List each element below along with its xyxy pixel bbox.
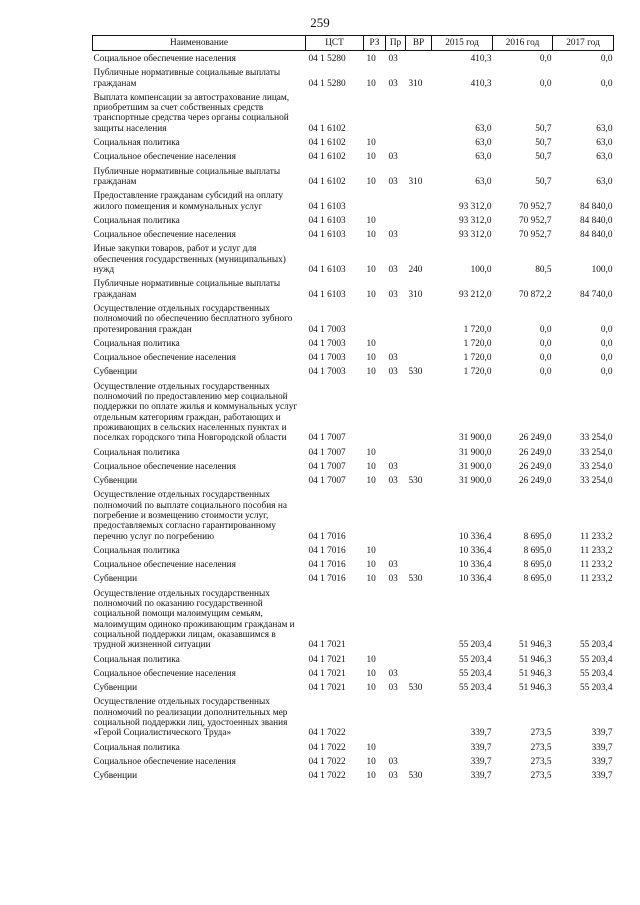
cell-cst: 04 1 7021 — [308, 654, 346, 665]
cell-2016: 273,5 — [530, 728, 552, 739]
cell-2017: 0,0 — [600, 324, 613, 335]
table-row — [93, 740, 614, 754]
cell-2017: 84 840,0 — [579, 215, 613, 226]
cell-rz: 10 — [366, 54, 376, 64]
budget-table — [92, 35, 614, 783]
cell-2017: 11 233,2 — [580, 560, 613, 571]
cell-name: Социальное обеспечение населения — [93, 230, 236, 241]
cell-name: Публичные нормативные социальные выплаты гражданам — [93, 68, 281, 89]
cell-2017: 63,0 — [596, 123, 613, 134]
cell-name: Публичные нормативные социальные выплаты гражданам — [93, 279, 281, 300]
cell-2015: 1 720,0 — [463, 367, 492, 378]
cell-2017: 0,0 — [600, 78, 613, 89]
cell-2015: 55 203,4 — [458, 640, 492, 651]
cell-name: Социальная политика — [93, 138, 180, 149]
cell-2015: 100,0 — [470, 265, 492, 276]
cell-2016: 50,7 — [535, 152, 552, 163]
cell-vr: 530 — [408, 476, 423, 487]
cell-name: Иные закупки товаров, работ и услуг для обеспечения государственных (муниципальных) нужд — [93, 244, 286, 276]
cell-rz: 10 — [366, 215, 376, 226]
cell-vr — [406, 754, 432, 768]
table-row — [93, 350, 614, 364]
cell-rz: 10 — [366, 447, 376, 458]
cell-2016: 51 946,3 — [518, 640, 552, 651]
cell-2016: 26 249,0 — [518, 447, 552, 458]
cell-2016: 8 695,0 — [523, 545, 552, 556]
cell-name: Субвенции — [93, 683, 138, 694]
cell-name: Социальное обеспечение населения — [93, 461, 236, 472]
cell-cst: 04 1 7016 — [308, 574, 346, 585]
table-row — [93, 768, 614, 782]
cell-vr: 530 — [408, 771, 423, 782]
cell-vr — [406, 740, 432, 754]
cell-pr — [386, 487, 406, 542]
table-row — [93, 51, 614, 66]
cell-2017: 0,0 — [600, 54, 613, 64]
cell-name: Выплата компенсации за автострахование лицам, приобретшим за счет собственных средств транспортные средства через органы социальной защиты населения — [93, 92, 290, 134]
cell-cst: 04 1 7022 — [308, 728, 346, 739]
cell-2015: 63,0 — [475, 123, 492, 134]
cell-vr — [406, 666, 432, 680]
cell-2015: 339,7 — [470, 742, 492, 753]
cell-cst: 04 1 7022 — [308, 771, 346, 782]
cell-name: Социальное обеспечение населения — [93, 668, 236, 679]
cell-vr: 310 — [408, 176, 423, 187]
cell-2017: 63,0 — [596, 176, 613, 187]
cell-2015: 93 312,0 — [458, 201, 492, 212]
cell-vr — [406, 90, 432, 135]
cell-2016: 0,0 — [539, 78, 552, 89]
cell-2017: 33 254,0 — [579, 461, 613, 472]
cell-cst: 04 1 7022 — [308, 756, 346, 767]
cell-2017: 339,7 — [591, 756, 613, 767]
cell-name: Социальное обеспечение населения — [93, 353, 236, 364]
cell-name: Предоставление гражданам субсидий на оплату жилого помещения и коммунальных услуг — [93, 191, 284, 212]
cell-rz: 10 — [366, 138, 376, 149]
cell-2016: 70 952,7 — [518, 230, 552, 241]
header-2016: 2016 год — [493, 36, 553, 51]
cell-cst: 04 1 7003 — [308, 353, 346, 364]
table-row — [93, 90, 614, 135]
cell-pr — [386, 90, 406, 135]
cell-2016: 50,7 — [535, 138, 552, 149]
cell-rz: 10 — [366, 367, 376, 378]
cell-2016: 51 946,3 — [518, 654, 552, 665]
cell-vr: 310 — [408, 78, 423, 89]
cell-2015: 1 720,0 — [463, 338, 492, 349]
cell-2015: 410,3 — [470, 78, 492, 89]
cell-2016: 26 249,0 — [518, 476, 552, 487]
cell-vr: 530 — [408, 367, 423, 378]
cell-name: Социальная политика — [93, 545, 180, 556]
cell-vr — [406, 336, 432, 350]
cell-rz: 10 — [366, 742, 376, 753]
cell-rz: 10 — [366, 289, 376, 300]
cell-rz: 10 — [366, 353, 376, 364]
cell-pr — [386, 135, 406, 149]
cell-cst: 04 1 7003 — [308, 338, 346, 349]
table-row — [93, 586, 614, 652]
cell-2017: 11 233,2 — [580, 574, 613, 585]
cell-2017: 100,0 — [591, 265, 613, 276]
cell-cst: 04 1 5280 — [308, 78, 346, 89]
cell-rz: 10 — [366, 338, 376, 349]
cell-pr — [386, 586, 406, 652]
table-row — [93, 557, 614, 571]
cell-2016: 8 695,0 — [523, 574, 552, 585]
cell-pr: 03 — [388, 353, 398, 364]
cell-pr: 03 — [388, 461, 398, 472]
cell-vr — [406, 652, 432, 666]
cell-name: Социальная политика — [93, 447, 180, 458]
cell-2016: 273,5 — [530, 771, 552, 782]
table-row — [93, 473, 614, 487]
cell-rz — [364, 90, 386, 135]
cell-name: Субвенции — [93, 367, 138, 378]
cell-pr — [386, 740, 406, 754]
cell-vr — [406, 543, 432, 557]
cell-2016: 70 952,7 — [518, 215, 552, 226]
cell-pr: 03 — [388, 265, 398, 276]
table-row — [93, 459, 614, 473]
cell-2015: 1 720,0 — [463, 353, 492, 364]
cell-cst: 04 1 6102 — [308, 123, 346, 134]
table-row — [93, 65, 614, 90]
cell-cst: 04 1 7016 — [308, 531, 346, 542]
cell-2015: 31 900,0 — [458, 433, 492, 444]
cell-pr: 03 — [388, 683, 398, 694]
cell-2015: 10 336,4 — [458, 560, 492, 571]
cell-rz: 10 — [366, 654, 376, 665]
cell-cst: 04 1 7007 — [308, 461, 346, 472]
cell-2017: 55 203,4 — [579, 683, 613, 694]
cell-2016: 70 952,7 — [518, 201, 552, 212]
cell-pr: 03 — [388, 574, 398, 585]
cell-rz: 10 — [366, 152, 376, 163]
cell-2017: 0,0 — [600, 338, 613, 349]
table-row — [93, 487, 614, 542]
cell-pr: 03 — [388, 54, 398, 64]
cell-cst: 04 1 6102 — [308, 176, 346, 187]
table-row — [93, 227, 614, 241]
table-row — [93, 694, 614, 739]
cell-pr — [386, 694, 406, 739]
cell-vr — [406, 213, 432, 227]
cell-2015: 31 900,0 — [458, 476, 492, 487]
cell-cst: 04 1 6103 — [308, 215, 346, 226]
cell-pr: 03 — [388, 289, 398, 300]
cell-pr — [386, 336, 406, 350]
table-row — [93, 336, 614, 350]
cell-name: Социальная политика — [93, 742, 180, 753]
header-rz: РЗ — [364, 36, 386, 51]
header-2017: 2017 год — [553, 36, 614, 51]
cell-2015: 55 203,4 — [458, 654, 492, 665]
table-row — [93, 543, 614, 557]
cell-2017: 339,7 — [591, 771, 613, 782]
table-row — [93, 680, 614, 694]
cell-2015: 339,7 — [470, 771, 492, 782]
cell-cst: 04 1 5280 — [308, 54, 346, 64]
cell-name: Социальное обеспечение населения — [93, 756, 236, 767]
cell-rz: 10 — [366, 771, 376, 782]
cell-2016: 70 872,2 — [518, 289, 552, 300]
table-row — [93, 149, 614, 163]
cell-rz — [364, 487, 386, 542]
cell-2017: 33 254,0 — [579, 476, 613, 487]
table-row — [93, 754, 614, 768]
cell-pr: 03 — [388, 771, 398, 782]
cell-2015: 55 203,4 — [458, 668, 492, 679]
cell-2016: 50,7 — [535, 123, 552, 134]
cell-vr — [406, 135, 432, 149]
header-name: Наименование — [93, 36, 306, 51]
table-row — [93, 666, 614, 680]
cell-rz: 10 — [366, 545, 376, 556]
cell-2015: 31 900,0 — [458, 461, 492, 472]
cell-2015: 93 312,0 — [458, 230, 492, 241]
header-vr: ВР — [406, 36, 432, 51]
cell-cst: 04 1 7021 — [308, 683, 346, 694]
cell-rz — [364, 379, 386, 445]
cell-rz — [364, 586, 386, 652]
cell-2015: 10 336,4 — [458, 545, 492, 556]
page-number: 259 — [310, 15, 330, 30]
cell-pr: 03 — [388, 367, 398, 378]
cell-2015: 339,7 — [470, 728, 492, 739]
cell-name: Субвенции — [93, 476, 138, 487]
table-row — [93, 445, 614, 459]
cell-cst: 04 1 7022 — [308, 742, 346, 753]
cell-cst: 04 1 6102 — [308, 138, 346, 149]
cell-2017: 55 203,4 — [579, 640, 613, 651]
cell-name: Осуществление отдельных государственных полномочий по оказанию государственной социальной помощи малоимущим семьям, малоимущим одиноко проживающим гражданам и социальной поддержки лицам, оказавшимся в трудной жизненной ситуации — [93, 588, 295, 651]
cell-pr — [386, 543, 406, 557]
cell-vr — [406, 350, 432, 364]
cell-2016: 26 249,0 — [518, 433, 552, 444]
cell-2017: 0,0 — [600, 353, 613, 364]
cell-2017: 11 233,2 — [580, 545, 613, 556]
cell-vr — [406, 459, 432, 473]
table-row — [93, 364, 614, 378]
table-row — [93, 188, 614, 213]
table-header-row — [93, 36, 614, 51]
cell-cst: 04 1 7007 — [308, 447, 346, 458]
cell-2017: 33 254,0 — [579, 447, 613, 458]
cell-rz: 10 — [366, 560, 376, 571]
cell-name: Осуществление отдельных государственных полномочий по выплате социального пособия на погребение и возмещению стоимости услуг, предоставляемых согласно гарантированному перечню услуг по погребению — [93, 490, 287, 542]
cell-pr — [386, 213, 406, 227]
cell-cst: 04 1 7021 — [308, 640, 346, 651]
cell-2017: 55 203,4 — [579, 654, 613, 665]
cell-pr — [386, 379, 406, 445]
cell-2016: 51 946,3 — [518, 668, 552, 679]
cell-name: Осуществление отдельных государственных полномочий по предоставлению мер социальной поддержки по оплате жилья и коммунальных услуг отдельным категориям граждан, работающих и проживающих в сельских населенных пунктах и поселках городского типа Новгородской области — [93, 381, 298, 444]
cell-rz — [364, 301, 386, 336]
cell-2017: 84 840,0 — [579, 230, 613, 241]
cell-2017: 63,0 — [596, 138, 613, 149]
cell-2015: 31 900,0 — [458, 447, 492, 458]
cell-pr: 03 — [388, 152, 398, 163]
cell-vr: 310 — [408, 289, 423, 300]
table-row — [93, 652, 614, 666]
table-row — [93, 241, 614, 276]
cell-2016: 50,7 — [535, 176, 552, 187]
header-2015: 2015 год — [432, 36, 493, 51]
cell-2016: 0,0 — [539, 367, 552, 378]
cell-vr: 530 — [408, 683, 423, 694]
cell-2015: 63,0 — [475, 138, 492, 149]
cell-vr — [406, 487, 432, 542]
cell-2015: 63,0 — [475, 176, 492, 187]
cell-cst: 04 1 6103 — [308, 265, 346, 276]
cell-rz: 10 — [366, 265, 376, 276]
cell-cst: 04 1 6103 — [308, 230, 346, 241]
cell-vr — [406, 586, 432, 652]
header-cst: ЦСТ — [306, 36, 364, 51]
cell-cst: 04 1 7016 — [308, 560, 346, 571]
cell-cst: 04 1 7007 — [308, 433, 346, 444]
cell-rz: 10 — [366, 78, 376, 89]
cell-2016: 8 695,0 — [523, 531, 552, 542]
cell-pr: 03 — [388, 668, 398, 679]
cell-vr — [406, 557, 432, 571]
table-row — [93, 164, 614, 189]
cell-2016: 0,0 — [539, 353, 552, 364]
table-row — [93, 379, 614, 445]
cell-2015: 63,0 — [475, 152, 492, 163]
cell-rz — [364, 188, 386, 213]
cell-vr: 240 — [408, 265, 423, 276]
cell-2015: 1 720,0 — [463, 324, 492, 335]
cell-2015: 10 336,4 — [458, 531, 492, 542]
cell-pr: 03 — [388, 560, 398, 571]
cell-name: Социальная политика — [93, 215, 180, 226]
cell-vr — [406, 445, 432, 459]
cell-cst: 04 1 7003 — [308, 367, 346, 378]
cell-pr: 03 — [388, 176, 398, 187]
cell-pr: 03 — [388, 476, 398, 487]
cell-2016: 8 695,0 — [523, 560, 552, 571]
cell-name: Публичные нормативные социальные выплаты гражданам — [93, 166, 281, 187]
cell-2017: 339,7 — [591, 728, 613, 739]
cell-2015: 410,3 — [470, 54, 492, 64]
table-row — [93, 301, 614, 336]
cell-2017: 84 840,0 — [579, 201, 613, 212]
cell-2017: 55 203,4 — [579, 668, 613, 679]
cell-2017: 33 254,0 — [579, 433, 613, 444]
cell-name: Социальное обеспечение населения — [93, 152, 236, 163]
cell-2017: 11 233,2 — [580, 531, 613, 542]
header-pr: Пр — [386, 36, 406, 51]
cell-rz: 10 — [366, 683, 376, 694]
cell-cst: 04 1 7007 — [308, 476, 346, 487]
cell-rz: 10 — [366, 176, 376, 187]
table-row — [93, 276, 614, 301]
cell-name: Субвенции — [93, 574, 138, 585]
cell-2015: 93 312,0 — [458, 215, 492, 226]
cell-pr — [386, 188, 406, 213]
table-row — [93, 213, 614, 227]
cell-name: Осуществление отдельных государственных полномочий по реализации дополнительных мер социальной поддержки лиц, удостоенных звания «Герой Социалистического Труда» — [93, 697, 288, 739]
cell-2017: 63,0 — [596, 152, 613, 163]
cell-2016: 0,0 — [539, 338, 552, 349]
cell-cst: 04 1 6103 — [308, 289, 346, 300]
cell-vr — [406, 227, 432, 241]
table-row — [93, 571, 614, 585]
cell-name: Социальная политика — [93, 654, 180, 665]
cell-cst: 04 1 7021 — [308, 668, 346, 679]
cell-2016: 273,5 — [530, 742, 552, 753]
table-body — [93, 51, 614, 783]
cell-vr — [406, 51, 432, 66]
cell-2017: 0,0 — [600, 367, 613, 378]
cell-vr — [406, 379, 432, 445]
cell-pr: 03 — [388, 756, 398, 767]
cell-2016: 273,5 — [530, 756, 552, 767]
table-row — [93, 135, 614, 149]
cell-rz: 10 — [366, 476, 376, 487]
cell-rz: 10 — [366, 574, 376, 585]
cell-pr — [386, 445, 406, 459]
cell-2016: 0,0 — [539, 324, 552, 335]
cell-2015: 10 336,4 — [458, 574, 492, 585]
cell-cst: 04 1 7016 — [308, 545, 346, 556]
cell-vr — [406, 188, 432, 213]
cell-2015: 55 203,4 — [458, 683, 492, 694]
cell-name: Субвенции — [93, 771, 138, 782]
cell-pr — [386, 652, 406, 666]
cell-vr — [406, 301, 432, 336]
cell-pr: 03 — [388, 78, 398, 89]
cell-2016: 80,5 — [535, 265, 552, 276]
cell-vr — [406, 149, 432, 163]
cell-2017: 84 740,0 — [579, 289, 613, 300]
cell-pr: 03 — [388, 230, 398, 241]
cell-cst: 04 1 7003 — [308, 324, 346, 335]
cell-vr: 530 — [408, 574, 423, 585]
cell-rz: 10 — [366, 230, 376, 241]
cell-name: Осуществление отдельных государственных полномочий по обеспечению бесплатного зубного протезирования граждан — [93, 303, 293, 335]
cell-name: Социальная политика — [93, 338, 180, 349]
cell-pr — [386, 301, 406, 336]
cell-rz — [364, 694, 386, 739]
cell-2016: 0,0 — [539, 54, 552, 64]
cell-rz: 10 — [366, 668, 376, 679]
cell-rz: 10 — [366, 756, 376, 767]
cell-2015: 93 212,0 — [458, 289, 492, 300]
cell-name: Социальное обеспечение населения — [93, 560, 236, 571]
cell-vr — [406, 694, 432, 739]
cell-cst: 04 1 6103 — [308, 201, 346, 212]
cell-2015: 339,7 — [470, 756, 492, 767]
cell-2017: 339,7 — [591, 742, 613, 753]
cell-name: Социальное обеспечение населения — [93, 54, 236, 64]
cell-2016: 26 249,0 — [518, 461, 552, 472]
cell-2016: 51 946,3 — [518, 683, 552, 694]
cell-rz: 10 — [366, 461, 376, 472]
cell-cst: 04 1 6102 — [308, 152, 346, 163]
